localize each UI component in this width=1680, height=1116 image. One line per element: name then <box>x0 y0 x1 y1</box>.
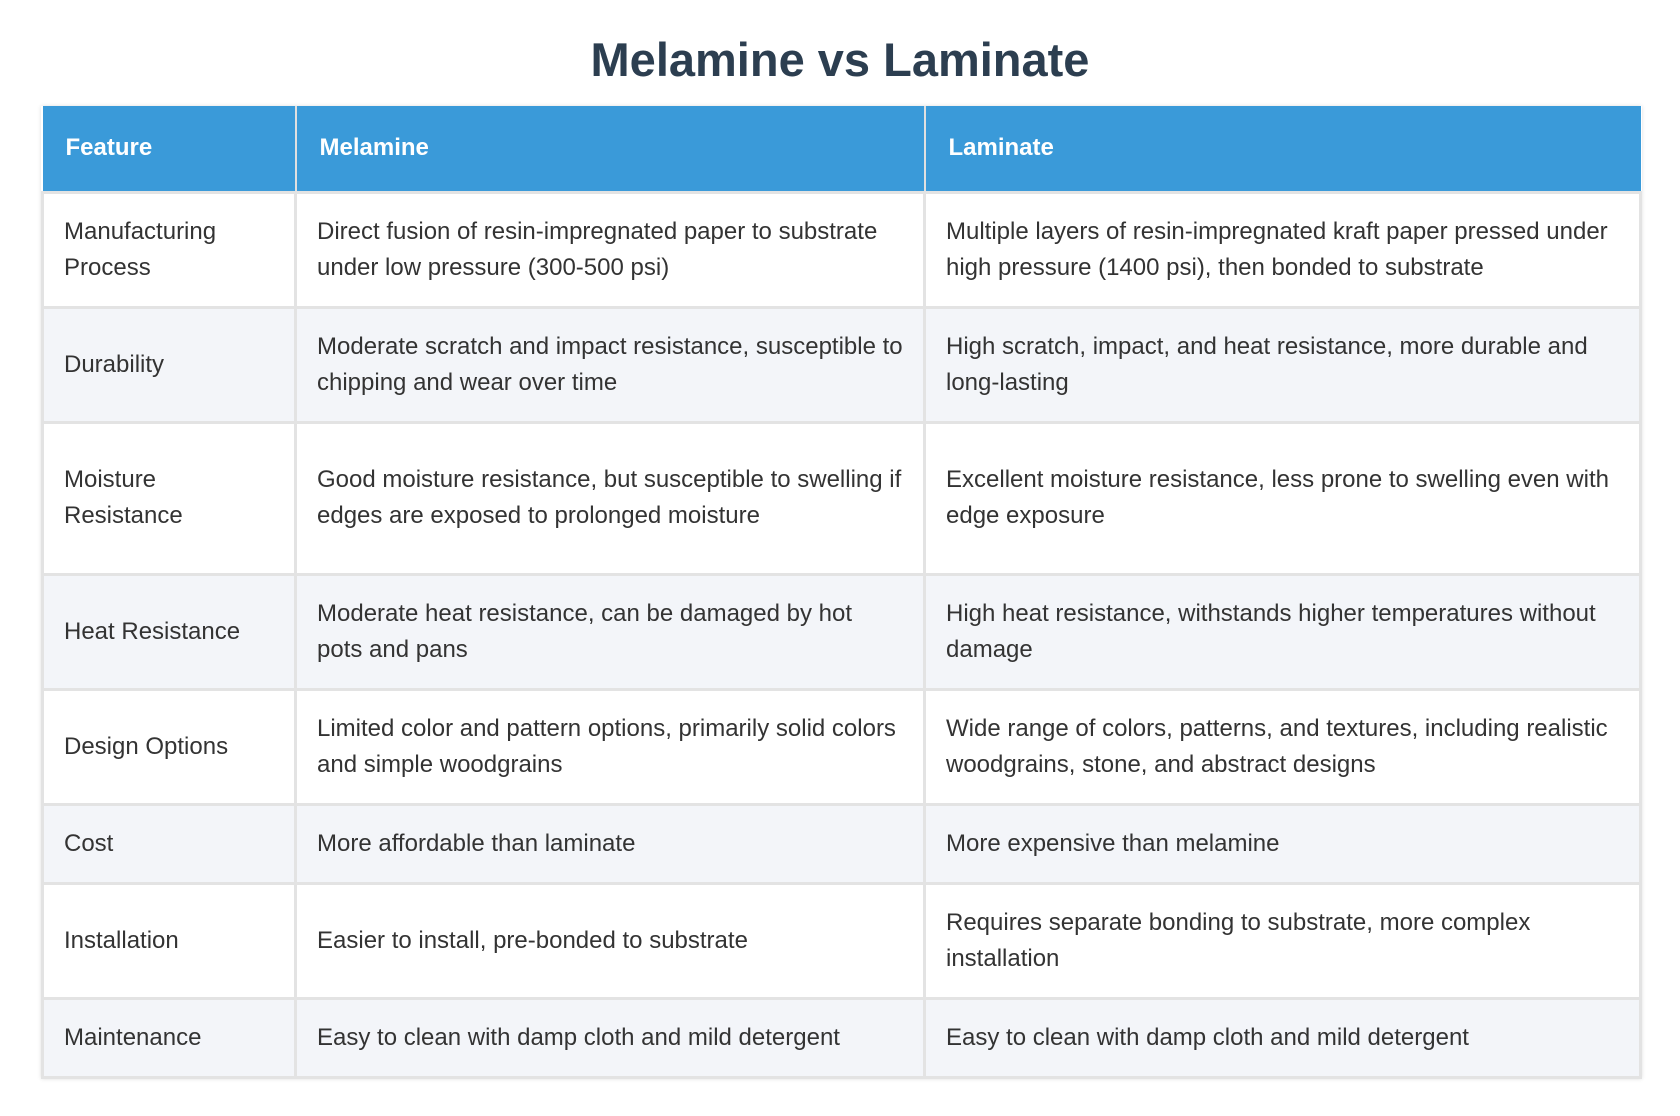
feature-cell: Heat Resistance <box>43 574 296 689</box>
laminate-cell: Requires separate bonding to substrate, more complex installation <box>925 883 1641 998</box>
melamine-cell: Moderate scratch and impact resistance, susceptible to chipping and wear over time <box>296 307 925 422</box>
comparison-table <box>41 106 1642 1079</box>
table-row <box>43 574 1641 689</box>
laminate-cell: High scratch, impact, and heat resistance, more durable and long-lasting <box>925 307 1641 422</box>
melamine-cell: More affordable than laminate <box>296 804 925 883</box>
page-title: Melamine vs Laminate <box>590 33 1090 86</box>
table-row <box>43 192 1641 307</box>
feature-cell: Moisture Resistance <box>43 422 296 574</box>
feature-cell: Cost <box>43 804 296 883</box>
table-row <box>43 998 1641 1077</box>
melamine-cell: Direct fusion of resin-impregnated paper to substrate under low pressure (300-500 psi) <box>296 192 925 307</box>
feature-cell: Manufacturing Process <box>43 192 296 307</box>
header-laminate: Laminate <box>925 106 1641 192</box>
feature-cell: Design Options <box>43 689 296 804</box>
feature-cell: Installation <box>43 883 296 998</box>
header-melamine: Melamine <box>296 106 925 192</box>
feature-cell: Durability <box>43 307 296 422</box>
melamine-cell: Easier to install, pre-bonded to substrate <box>296 883 925 998</box>
melamine-cell: Good moisture resistance, but susceptible to swelling if edges are exposed to prolonged moisture <box>296 422 925 574</box>
melamine-cell: Easy to clean with damp cloth and mild detergent <box>296 998 925 1077</box>
laminate-cell: Wide range of colors, patterns, and textures, including realistic woodgrains, stone, and abstract designs <box>925 689 1641 804</box>
laminate-cell: Multiple layers of resin-impregnated kraft paper pressed under high pressure (1400 psi), then bonded to substrate <box>925 192 1641 307</box>
table-row <box>43 883 1641 998</box>
table-row <box>43 422 1641 574</box>
table-row <box>43 307 1641 422</box>
table-row <box>43 689 1641 804</box>
melamine-cell: Moderate heat resistance, can be damaged by hot pots and pans <box>296 574 925 689</box>
header-feature: Feature <box>43 106 296 192</box>
feature-cell: Maintenance <box>43 998 296 1077</box>
laminate-cell: Excellent moisture resistance, less prone to swelling even with edge exposure <box>925 422 1641 574</box>
laminate-cell: Easy to clean with damp cloth and mild detergent <box>925 998 1641 1077</box>
laminate-cell: More expensive than melamine <box>925 804 1641 883</box>
table-row <box>43 804 1641 883</box>
laminate-cell: High heat resistance, withstands higher temperatures without damage <box>925 574 1641 689</box>
melamine-cell: Limited color and pattern options, primarily solid colors and simple woodgrains <box>296 689 925 804</box>
table-header-row <box>43 106 1641 192</box>
